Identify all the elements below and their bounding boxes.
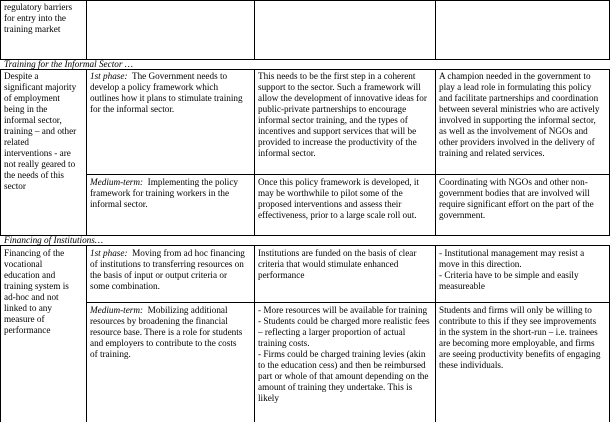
rule-col3-b xyxy=(435,69,436,235)
phase-label: 1st phase: xyxy=(90,248,128,258)
action-text: The Government needs to develop a policy framework which outlines how it plans to stimulate training for the informal sector. xyxy=(90,71,243,114)
rule-col1-c xyxy=(86,245,87,422)
phase-label: 1st phase: xyxy=(90,71,128,81)
phase-label: Medium-term: xyxy=(90,177,144,187)
issue-cell-financing: Financing of the vocational education and training system is ad-hoc and not linked to any measure of performance xyxy=(4,248,69,335)
section-heading-informal-sector: Training for the Informal Sector … xyxy=(4,59,133,69)
action-text: Implementing the policy framework for training workers in the informal sector. xyxy=(90,177,238,209)
action-text: Mobilizing additional resources by broadening the financial resource base. There is a role for students and employers to contribute to the costs of training. xyxy=(90,305,243,359)
section-heading-financing: Financing of Institutions… xyxy=(4,235,104,245)
action-cell-s1-r1 xyxy=(90,71,246,115)
requirements-cell-s1-r1: A champion needed in the government to play a lead role in formulating this policy and facilitate partnerships and coordination between several ministries who are actively involved in supporting the informal sector, as well as the involvement of NGOs and other providers involved in the delivery of training and related services. xyxy=(439,71,600,158)
requirements-cell-s1-r2: Coordinating with NGOs and other non-government bodies that are involved will require significant effort on the part of the government. xyxy=(439,177,594,220)
rule-left-c xyxy=(0,245,1,422)
action-cell-s2-r1 xyxy=(90,248,246,292)
rule-top xyxy=(0,0,610,1)
rationale-cell-s1-r2: Once this policy framework is developed, it may be worthwhile to pilot some of the proposed interventions and assess their effectiveness, prior to a large scale roll out. xyxy=(258,177,419,220)
rationale-cell-s2-r2: - More resources will be available for training - Students could be charged more realistic fees – reflecting a larger proportion of actual training costs. - Firms could be charged training levies (akin to the education cess) and then be reimbursed part or whole of that amount depending on the amount of training they undertake. This is likely xyxy=(258,305,430,403)
rule-col1-b xyxy=(86,69,87,235)
rule-left-a xyxy=(0,0,1,59)
rule-col3-c xyxy=(435,245,436,422)
rule-col2-a xyxy=(254,0,255,59)
action-cell-s1-r2 xyxy=(90,177,246,210)
rule-section1-row-split xyxy=(86,174,610,175)
action-text: Moving from ad hoc financing of institutions to transferring resources on the basis of input or output criteria or some combination. xyxy=(90,248,245,291)
rationale-cell-s2-r1: Institutions are funded on the basis of clear criteria that would stimulate enhanced performance xyxy=(258,248,417,280)
requirements-cell-s2-r2: Students and firms will only be willing to contribute to this if they see improvements in the system in the short-run – i.e. trainees are becoming more employable, and firms are seeing productivity benefits of engaging these individuals. xyxy=(439,305,601,370)
top-row-issue-cell: regulatory barriers for entry into the training market xyxy=(4,2,73,34)
phase-label: Medium-term: xyxy=(90,305,144,315)
rule-col2-c xyxy=(254,245,255,422)
rule-col1-a xyxy=(86,0,87,59)
rule-left-b xyxy=(0,69,1,235)
rationale-cell-s1-r1: This needs to be the first step in a coherent support to the sector. Such a framework will allow the development of innovative ideas for public-private partnerships to encourage informal sector training, and the types of incentives and support services that will be provided to increase the productivity of the informal sector. xyxy=(258,71,427,158)
issue-cell-informal-sector: Despite a significant majority of employment being in the informal sector, training – and other related interventions - are not really geared to the needs of this sector xyxy=(4,71,77,191)
rule-col3-a xyxy=(435,0,436,59)
action-cell-s2-r2 xyxy=(90,305,246,360)
rule-section2-row-split xyxy=(86,302,610,303)
requirements-cell-s2-r1: - Institutional management may resist a move in this direction. - Criteria have to be simple and easily measureable xyxy=(439,248,585,291)
rule-col2-b xyxy=(254,69,255,235)
